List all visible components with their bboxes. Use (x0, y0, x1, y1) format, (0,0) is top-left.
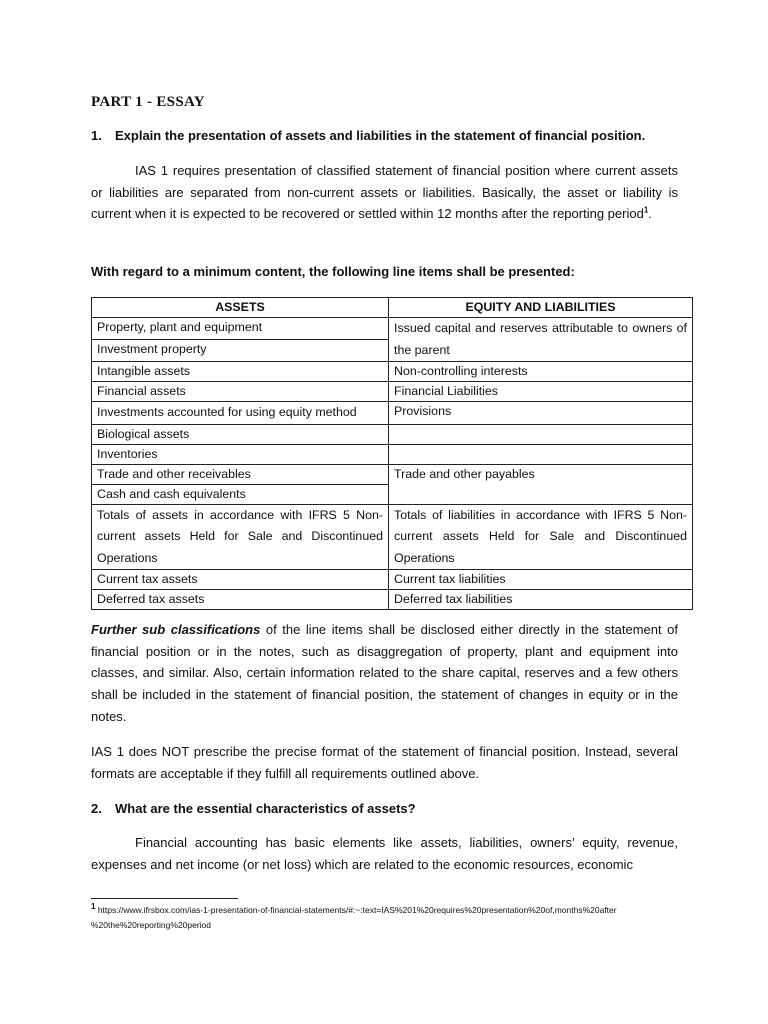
table-row (92, 382, 693, 402)
table-row (92, 504, 693, 570)
table-row (92, 590, 693, 610)
asset-cell: Financial assets (92, 382, 389, 402)
asset-cell: Deferred tax assets (92, 590, 389, 610)
table-row (92, 464, 693, 484)
table-row (92, 318, 693, 340)
table-row (92, 444, 693, 464)
question-2-number: 2. (91, 801, 102, 816)
assets-header: ASSETS (92, 298, 389, 318)
liability-cell: Deferred tax liabilities (389, 590, 693, 610)
part-title: PART 1 - ESSAY (91, 94, 205, 110)
table-row (92, 570, 693, 590)
asset-cell: Investment property (92, 340, 389, 362)
asset-cell: Intangible assets (92, 362, 389, 382)
asset-cell: Inventories (92, 444, 389, 464)
paragraph-ias1-classified: IAS 1 requires presentation of classified statement of financial position where current assets or liabilities are separated from non-current assets or liabilities. Basically, the asset or liability is current when it is expected to be recovered or settled within 12 months after the reporting period$^1$. (91, 163, 678, 222)
asset-cell: Trade and other receivables (92, 464, 389, 484)
asset-cell: Property, plant and equipment (92, 318, 389, 340)
question-1 (91, 128, 681, 143)
footnote-reference[interactable]: 1 (643, 206, 649, 216)
table-row (92, 402, 693, 425)
liability-cell: Trade and other payables (389, 464, 693, 504)
liability-cell (389, 424, 693, 444)
footnote-url[interactable]: https://www.ifrsbox.com/ias-1-presentation-of-financial-statements/#:~:text=IAS%201%20requires%20presentation%20of,months%20after %20the%20reporting%20period (91, 905, 617, 930)
footnote (91, 903, 691, 933)
liability-cell: Current tax liabilities (389, 570, 693, 590)
asset-cell: Totals of assets in accordance with IFRS 5 Non-current assets Held for Sale and Discontinued Operations (92, 504, 389, 570)
footnote-mark: 1 (91, 902, 96, 912)
table-row (92, 424, 693, 444)
liability-cell: Issued capital and reserves attributable to owners of the parent (389, 318, 693, 362)
question-1-text: Explain the presentation of assets and liabilities in the statement of financial position. (115, 128, 646, 143)
question-2 (91, 801, 681, 816)
question-2-text: What are the essential characteristics of assets? (115, 801, 416, 816)
asset-cell: Current tax assets (92, 570, 389, 590)
paragraph-format: IAS 1 does NOT prescribe the precise format of the statement of financial position. Instead, several formats are acceptable if they fulfill all requirements outlined above. (91, 744, 678, 781)
liability-cell (389, 444, 693, 464)
emphasis-sub-classifications: Further sub classifications (91, 622, 261, 637)
table-header-row (92, 298, 693, 318)
table-row (92, 362, 693, 382)
asset-cell: Cash and cash equivalents (92, 484, 389, 504)
paragraph-ias1-text: IAS 1 requires presentation of classified statement of financial position where current assets or liabilities are separated from non-current assets or liabilities. Basically, the asset or liability is current when it is expected to be recovered or settled within 12 months after the reporting period (91, 163, 678, 222)
liability-cell: Non-controlling interests (389, 362, 693, 382)
minimum-content-heading: With regard to a minimum content, the following line items shall be presented: (91, 264, 575, 279)
line-items-table (91, 297, 693, 610)
paragraph-sub-classifications-text: of the line items shall be disclosed either directly in the statement of financial position or in the notes, such as disaggregation of property, plant and equipment into classes, and similar. Also, certain information related to the share capital, reserves and a few others shall be included in the statement of financial position, the statement of changes in equity or in the notes. (91, 622, 678, 724)
question-1-number: 1. (91, 128, 102, 143)
paragraph-financial-elements: Financial accounting has basic elements like assets, liabilities, owners’ equity, revenue, expenses and net income (or net loss) which are related to the economic resources, economic (91, 835, 678, 872)
liability-cell: Financial Liabilities (389, 382, 693, 402)
asset-cell: Investments accounted for using equity method (92, 402, 389, 425)
liability-cell: Provisions (389, 402, 693, 425)
equity-liabilities-header: EQUITY AND LIABILITIES (389, 298, 693, 318)
liability-cell: Totals of liabilities in accordance with IFRS 5 Non-current assets Held for Sale and Discontinued Operations (389, 504, 693, 570)
footnote-divider (91, 898, 238, 899)
paragraph-sub-classifications (91, 619, 678, 728)
asset-cell: Biological assets (92, 424, 389, 444)
